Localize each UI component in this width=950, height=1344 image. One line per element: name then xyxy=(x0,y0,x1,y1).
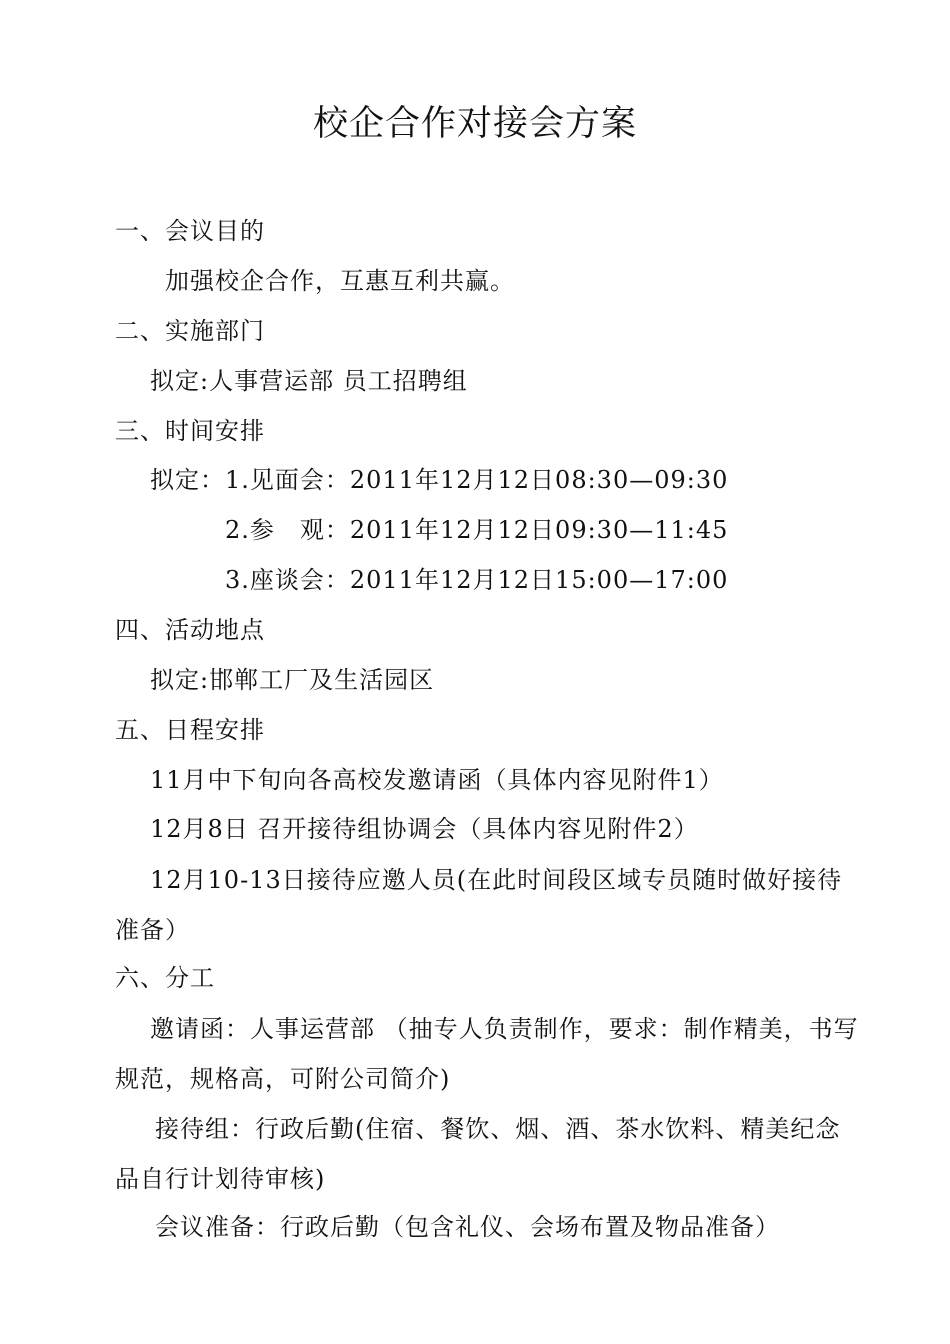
division-item: 接待组：行政后勤(住宿、餐饮、烟、酒、茶水饮料、精美纪念品自行计划待审核) xyxy=(115,1115,841,1193)
agenda-item: 12月8日 召开接待组协调会（具体内容见附件2） xyxy=(150,815,699,843)
schedule-item: 3.座谈会：2011年12月12日15:00—17:00 xyxy=(225,566,729,594)
section-heading-division: 六、分工 xyxy=(115,964,215,992)
section-heading-location: 四、活动地点 xyxy=(115,616,265,644)
agenda-item: 11月中下旬向各高校发邀请函（具体内容见附件1） xyxy=(150,766,724,794)
division-item: 会议准备：行政后勤（包含礼仪、会场布置及物品准备） xyxy=(155,1213,780,1241)
section-text-location: 拟定:邯郸工厂及生活园区 xyxy=(150,666,435,694)
section-heading-agenda: 五、日程安排 xyxy=(115,716,265,744)
section-heading-department: 二、实施部门 xyxy=(115,317,265,345)
section-text-department: 拟定:人事营运部 员工招聘组 xyxy=(150,367,468,395)
section-text-purpose: 加强校企合作，互惠互利共赢。 xyxy=(165,267,515,295)
section-heading-purpose: 一、会议目的 xyxy=(115,217,265,245)
division-item: 邀请函：人事运营部 （抽专人负责制作，要求：制作精美，书写规范，规格高，可附公司简介) xyxy=(115,1015,859,1093)
schedule-item: 2.参 观：2011年12月12日09:30—11:45 xyxy=(225,516,729,544)
agenda-item: 12月10-13日接待应邀人员(在此时间段区域专员随时做好接待准备） xyxy=(115,866,843,944)
schedule-item: 拟定：1.见面会：2011年12月12日08:30—09:30 xyxy=(150,466,729,494)
section-heading-schedule-time: 三、时间安排 xyxy=(115,417,265,445)
document-title: 校企合作对接会方案 xyxy=(312,104,637,144)
